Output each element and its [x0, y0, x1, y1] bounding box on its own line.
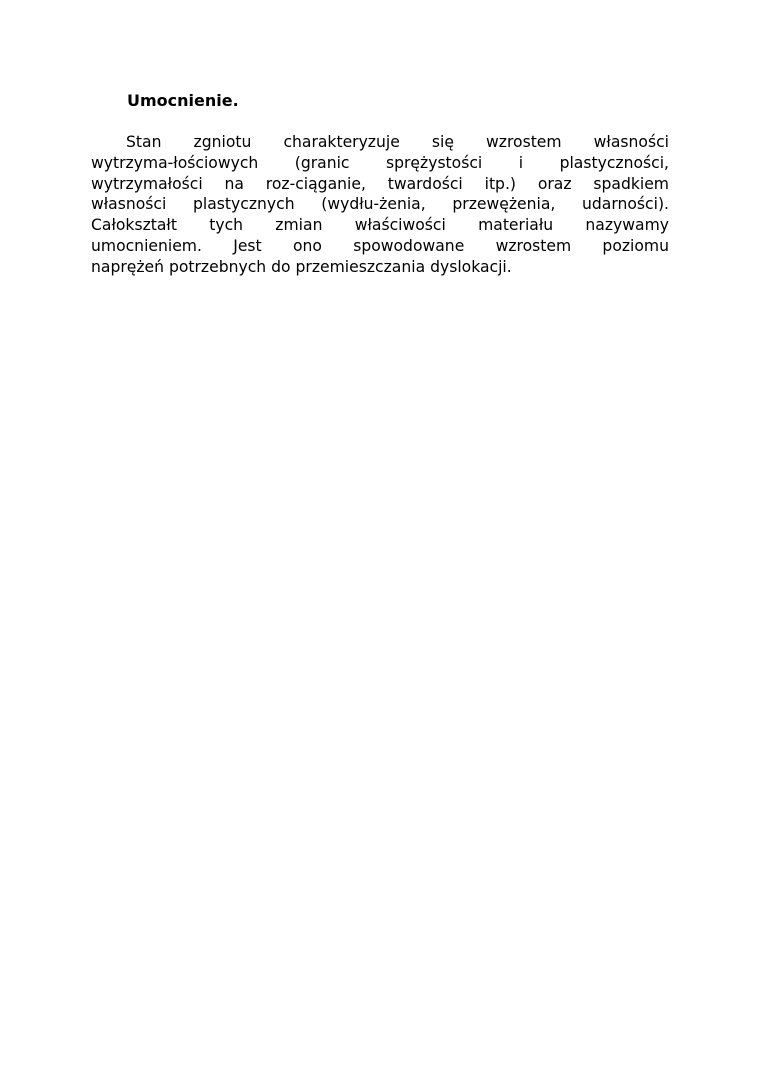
paragraph-line-3: wytrzymałości na roz-ciąganie, twardości itp.) oraz spadkiem: [91, 174, 669, 193]
body-paragraph: [91, 132, 669, 278]
paragraph-line-7: naprężeń potrzebnych do przemieszczania dyslokacji.: [91, 257, 512, 276]
paragraph-line-6: umocnieniem. Jest ono spowodowane wzrostem poziomu: [91, 236, 669, 255]
paragraph-line-1: Stan zgniotu charakteryzuje się wzrostem własności: [126, 133, 669, 151]
paragraph-line-2: wytrzyma-łościowych (granic sprężystości i plastyczności,: [91, 153, 669, 172]
paragraph-line-5: Całokształt tych zmian właściwości materiału nazywamy: [91, 216, 669, 235]
paragraph-line-4: własności plastycznych (wydłu-żenia, przewężenia, udarności).: [91, 195, 669, 214]
section-heading: Umocnienie.: [127, 91, 239, 110]
